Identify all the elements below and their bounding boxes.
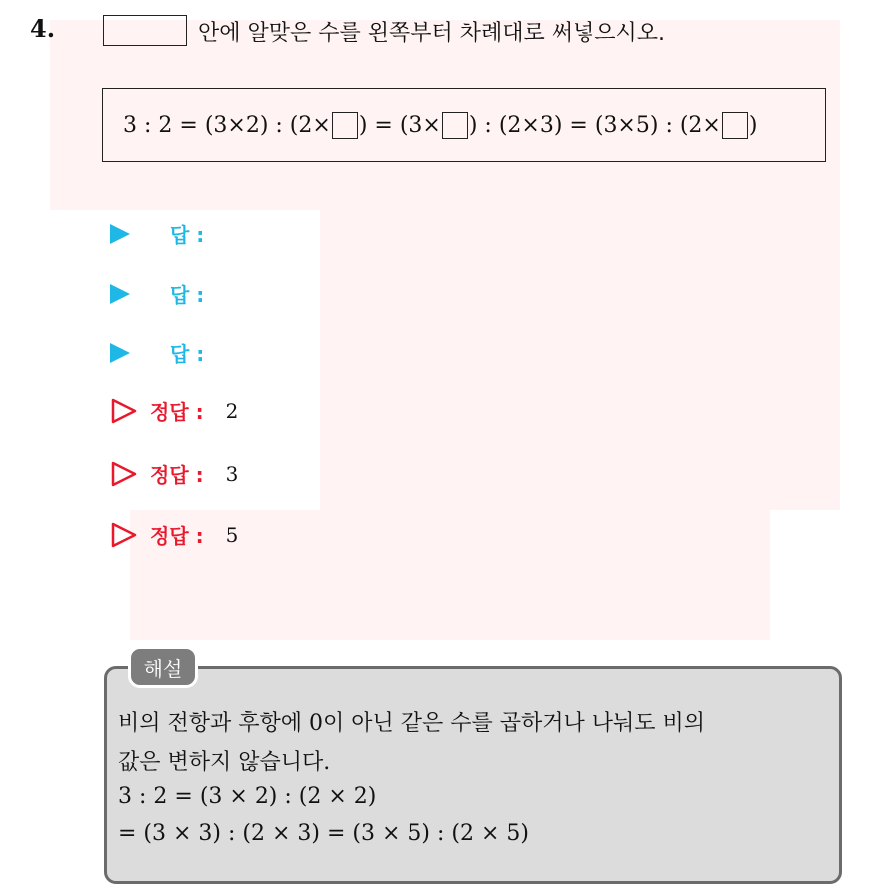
blank-box-example (103, 15, 187, 46)
correct-answer-label: 정답 : (150, 463, 204, 487)
explanation-title: 해설 (128, 646, 198, 688)
explanation-line: 값은 변하지 않습니다. (118, 750, 331, 775)
correct-answer-row-1 (110, 396, 238, 425)
answer-row-3[interactable] (110, 338, 204, 367)
question-number: 4. (30, 14, 56, 43)
explanation-line: 3 : 2 = (3 × 2) : (2 × 2) (118, 784, 377, 809)
triangle-outline-icon (110, 460, 138, 488)
answer-label: 답 : (170, 223, 205, 247)
equation-blank-1[interactable] (332, 112, 358, 139)
triangle-bullet-icon (110, 224, 130, 244)
equation-part: ) : (2×3) = (3×5) : (2× (468, 112, 721, 138)
answer-row-2[interactable] (110, 279, 204, 308)
watermark-block (320, 210, 840, 510)
equation-part: 3 : 2 = (3×2) : (2× (123, 112, 331, 138)
equation-blank-3[interactable] (722, 112, 748, 139)
triangle-bullet-icon (110, 284, 130, 304)
triangle-outline-icon (110, 521, 138, 549)
answer-label: 답 : (170, 342, 205, 366)
explanation-line: 비의 전항과 후항에 0이 아닌 같은 수를 곱하거나 나눠도 비의 (118, 711, 705, 736)
explanation-line: = (3 × 3) : (2 × 3) = (3 × 5) : (2 × 5) (118, 821, 529, 846)
question-instruction: 안에 알맞은 수를 왼쪽부터 차례대로 써넣으시오. (198, 21, 666, 46)
answer-label: 답 : (170, 283, 205, 307)
equation-part: ) (748, 112, 758, 138)
equation-part: ) = (3× (358, 112, 441, 138)
correct-answer-row-3 (110, 520, 238, 549)
correct-answer-label: 정답 : (150, 400, 204, 424)
triangle-bullet-icon (110, 343, 130, 363)
correct-answer-value: 5 (225, 522, 239, 547)
correct-answer-label: 정답 : (150, 524, 204, 548)
triangle-outline-icon (110, 397, 138, 425)
answer-row-1[interactable] (110, 219, 204, 248)
correct-answer-value: 3 (225, 461, 239, 486)
equation-blank-2[interactable] (442, 112, 468, 139)
correct-answer-row-2 (110, 459, 238, 488)
correct-answer-value: 2 (225, 398, 239, 423)
equation-box (102, 88, 826, 162)
